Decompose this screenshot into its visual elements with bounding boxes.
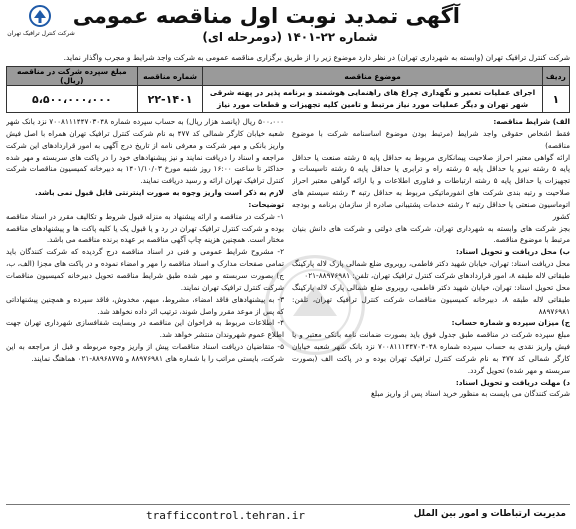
left-paragraph: توضیحات:	[248, 199, 284, 209]
page-title: آگهی تمدید نوبت اول مناقصه عمومی	[72, 4, 460, 28]
left-paragraph: لازم به ذکر است واریز وجوه به صورت اینترنتی قابل قبول نمی باشد.	[34, 188, 284, 198]
tender-number-subtitle: شماره ۲۲-۱۴۰۱ (دومرحله ای)	[202, 30, 378, 44]
left-paragraph: ۲- مشروح شرایط عمومی و فنی در اسناد مناقصه درج گردیده که شرکت کنندگان باید تمامی صفحات مدارک و اسناد مناقصه را مهر و امضاء نموده و در پاکت های مجزا (الف، ب، ج) بصورت سربسته و مهر شده طبق شرایط مناقصه تحویل دبیرخانه کمیسیون مناقصات شرکت کنترل ترافیک تهران نمایند.	[6, 247, 284, 292]
cell-tender-number: ۲۲-۱۴۰۱	[137, 86, 203, 113]
right-paragraph: د) مهلت دریافت و تحویل اسناد:	[455, 377, 570, 387]
cell-deposit-amount: ۵،۵۰۰،۰۰۰،۰۰۰	[7, 86, 138, 113]
right-paragraph: ب) محل دریافت و تحویل اسناد:	[455, 247, 570, 257]
website-link[interactable]: trafficcontrol.tehran.ir	[146, 509, 305, 522]
tender-table	[6, 66, 570, 113]
footer	[6, 504, 570, 525]
right-paragraph: محل تحویل اسناد: تهران، خیابان شهید دکتر فاطمی، روبروی ضلع شمالی پارک لاله پارکینگ طبقاتی لاله طبقه ۸، دبیرخانه کمیسیون مناقصات شرکت کنترل ترافیک تهران، تلفن: ۸۸۹۷۶۹۸۱	[292, 282, 570, 316]
company-logo	[6, 4, 76, 44]
right-paragraph: الف) شرایط مناقصه:	[493, 117, 570, 126]
right-paragraph: ارائه گواهی معتبر احراز صلاحیت پیمانکاری مربوط به حداقل پایه ۵ رشته صنعت یا حداقل پایه ۵ رشته نیرو یا حداقل پایه ۵ رشته راه و ترابری یا حداقل پایه ۵ رشته تاسیسات و تجهیزات یا حداقل پایه ۵ رشته ارتباطات و فناوری اطلاعات و یا ارائه گواهی معتبر احراز صلاحیت و رتبه بندی شرکت های انفورماتیکی مربوط به حداقل رتبه ۳ رشته سیستم های اتوماسیون صنعتی یا حداقل رتبه ۲ رشته خدمات پشتیبانی صادره از سازمان برنامه و بودجه کشور	[292, 152, 570, 221]
right-paragraph: ج) میزان سپرده و شماره حساب:	[451, 318, 570, 328]
table-row	[7, 86, 570, 113]
left-paragraph: ۵- متقاضیان دریافت اسناد مناقصات پیش از واریز وجوه مربوطه و قبل از مراجعه به این شرکت، بایستی مراتب را با شماره های ۸۸۹۷۶۹۸۱ و ۸۸۹۶۸۷۷۵-۰۲۱ هماهنگ نمایند.	[6, 342, 284, 363]
right-paragraph: شرکت کنندگان می بایست به منظور خرید اسناد پس از واریز مبلغ	[371, 389, 570, 399]
left-paragraph: ۵۰۰،۰۰۰ ریال (پانصد هزار ریال) به حساب سپرده شماره ۷۰۰۸۱۱۱۴۴۷۰۳۰۴۸ نزد بانک شهر شعبه خیابان کارگر شمالی کد ۴۷۷ به نام شرکت کنترل ترافیک تهران همراه با اصل فیش واریز بانکی و مهر شرکت و معرفی نامه از تاریخ درج آگهی به امور قراردادهای این شرکت مراجعه و اسناد را دریافت نمایند و نیز پیشنهادهای خود را در پاکت های سربسته و مهر شده حداکثر تا ساعت ۱۶:۰۰ روز شنبه مورخ ۱۴۰۱/۱۰/۰۳ به دبیرخانه کمیسیون مناقصات شرکت کنترل ترافیک تهران ارائه و رسید دریافت نمایند.	[6, 117, 284, 186]
header-row-number: ردیف	[542, 67, 569, 86]
body-left-column	[6, 116, 284, 496]
cell-subject: اجرای عملیات تعمیر و نگهداری چراغ های راهنمایی هوشمند و برنامه پذیر در پهنه شرقی شهر تهران و دیگر عملیات مورد نیاز مرتبط و تامین کلیه تجهیزات و قطعات مورد نیاز	[203, 86, 542, 113]
traffic-control-logo-icon	[28, 4, 52, 28]
tender-table-header-row	[7, 67, 570, 86]
right-paragraph: مبلغ سپرده شرکت در مناقصه طبق جدول فوق باید بصورت ضمانت نامه بانکی معتبر و یا فیش واریز نقدی به حساب سپرده شماره ۷۰۰۸۱۱۱۴۴۷۰۳۰۴۸ نزد بانک شهر شعبه خیابان کارگر شمالی کد ۴۷۷ به نام شرکت کنترل ترافیک تهران بوده و در پاکت الف (بصورت سربسته و مهر شده) تحویل گردد.	[292, 330, 570, 375]
header-subject: موضوع مناقصه	[203, 67, 542, 86]
header-deposit: مبلغ سپرده شرکت در مناقصه (ریال)	[7, 67, 138, 86]
right-paragraph: محل دریافت اسناد: تهران، خیابان شهید دکتر فاطمی، روبروی ضلع شمالی پارک لاله پارکینگ طبقاتی لاله طبقه ۸، امور قراردادهای شرکت کنترل ترافیک تهران، تلفن: ۸۸۹۷۶۹۸۱-۰۲۱	[292, 259, 570, 280]
notice-body	[6, 116, 570, 496]
left-paragraph: ۴- اطلاعات مربوط به فراخوان این مناقصه در وبسایت شفافسازی شهرداری تهران جهت اطلاع عموم شهروندان منتشر خواهد شد.	[6, 318, 284, 340]
right-paragraph: بجز شرکت های وابسته به شهرداری تهران، شرکت های دولتی و شرکت های دانش بنیان مرتبط با موضوع مناقصه.	[292, 223, 570, 245]
body-right-column	[292, 116, 570, 496]
left-paragraph: ۱- شرکت در مناقصه و ارائه پیشنهاد به منزله قبول شروط و تکالیف مقرر در اسناد مناقصه بوده و شرکت کنترل ترافیک تهران در رد و یا قبول یک یا کلیه پاکت ها و پیشنهادهای مناقصه مختار است. همچنین هزینه چاپ آگهی مناقصه بر عهده برنده مناقصه می باشد.	[6, 211, 284, 245]
intro-text: شرکت کنترل ترافیک تهران (وابسته به شهرداری تهران) در نظر دارد موضوع زیر را از طریق برگزاری مناقصه عمومی به شرکت واجد شرایط و مجرب واگذار نماید.	[63, 53, 570, 62]
logo-caption: شرکت کنترل ترافیک تهران	[7, 30, 75, 37]
publisher-credit: مدیریت ارتباطات و امور بین الملل	[413, 509, 566, 519]
cell-row-number: ۱	[542, 86, 569, 113]
header-tender-number: شماره مناقصه	[137, 67, 203, 86]
right-paragraph: فقط اشخاص حقوقی واجد شرایط (مرتبط بودن موضوع اساسنامه شرکت با موضوع مناقصه)	[292, 128, 570, 150]
left-paragraph: ۳- به پیشنهادهای فاقد امضاء، مشروط، مبهم، مخدوش، فاقد سپرده و همچنین پیشنهاداتی که پس از موعد مقرر واصل شوند، ترتیب اثر داده نخواهد شد.	[6, 294, 284, 316]
